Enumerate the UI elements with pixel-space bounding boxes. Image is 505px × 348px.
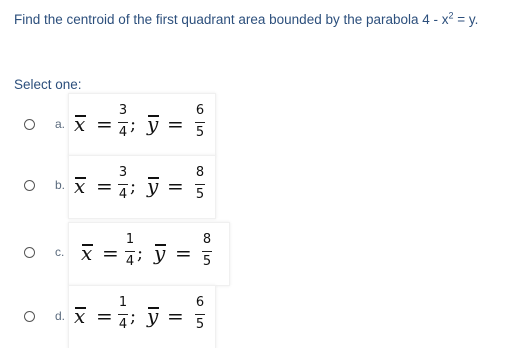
equals-sign: = <box>167 174 184 198</box>
y-numerator: 8 <box>202 232 212 247</box>
x-fraction-bar <box>125 251 135 252</box>
x-numerator: 3 <box>118 165 128 180</box>
y-numerator: 6 <box>195 103 205 118</box>
y-fraction-bar <box>195 314 205 315</box>
equals-sign: = <box>175 241 192 265</box>
question-text <box>14 10 494 30</box>
x-fraction-bar <box>118 122 128 123</box>
equals-sign: = <box>96 174 113 198</box>
x-variable: x <box>74 174 86 198</box>
option-formula <box>69 94 215 156</box>
radio-button-b[interactable] <box>24 180 35 191</box>
option-formula <box>69 223 229 285</box>
answer-option-b[interactable] <box>0 156 505 218</box>
semicolon: ; <box>130 114 137 135</box>
question-text-end: = y. <box>453 12 479 27</box>
equals-sign: = <box>102 241 119 265</box>
equals-sign: = <box>96 112 113 136</box>
y-denominator: 5 <box>195 317 205 332</box>
x-numerator: 1 <box>125 232 135 247</box>
y-variable: y <box>147 112 159 136</box>
answer-option-a[interactable] <box>0 94 505 156</box>
question-exponent: 2 <box>448 10 454 21</box>
equals-sign: = <box>167 304 184 328</box>
semicolon: ; <box>137 243 144 264</box>
option-letter: d. <box>55 309 66 323</box>
x-numerator: 3 <box>118 103 128 118</box>
y-fraction-bar <box>195 184 205 185</box>
option-letter: a. <box>55 117 66 131</box>
y-variable: y <box>154 241 166 265</box>
y-denominator: 5 <box>202 254 212 269</box>
answer-option-c[interactable] <box>0 221 505 283</box>
semicolon: ; <box>130 306 137 327</box>
select-one-label: Select one: <box>14 77 82 92</box>
x-variable: x <box>74 304 86 328</box>
question-text-main: Find the centroid of the first quadrant area bounded by the parabola 4 - x <box>14 12 449 27</box>
option-formula <box>69 156 215 218</box>
y-numerator: 8 <box>195 165 205 180</box>
x-variable: x <box>81 241 93 265</box>
y-fraction-bar <box>195 122 205 123</box>
radio-button-c[interactable] <box>24 247 35 258</box>
answer-option-d[interactable] <box>0 284 505 346</box>
option-letter: b. <box>55 178 66 192</box>
option-formula <box>69 286 215 348</box>
x-variable: x <box>74 112 86 136</box>
option-letter: c. <box>55 245 65 259</box>
y-variable: y <box>147 304 159 328</box>
equals-sign: = <box>96 304 113 328</box>
radio-button-a[interactable] <box>24 119 35 130</box>
y-fraction-bar <box>202 251 212 252</box>
x-numerator: 1 <box>118 295 128 310</box>
radio-button-d[interactable] <box>24 311 35 322</box>
semicolon: ; <box>130 176 137 197</box>
equals-sign: = <box>167 112 184 136</box>
y-denominator: 5 <box>195 187 205 202</box>
y-numerator: 6 <box>195 295 205 310</box>
x-denominator: 4 <box>125 254 135 269</box>
x-fraction-bar <box>118 184 128 185</box>
x-denominator: 4 <box>118 187 128 202</box>
y-denominator: 5 <box>195 125 205 140</box>
x-denominator: 4 <box>118 317 128 332</box>
x-fraction-bar <box>118 314 128 315</box>
x-denominator: 4 <box>118 125 128 140</box>
y-variable: y <box>147 174 159 198</box>
